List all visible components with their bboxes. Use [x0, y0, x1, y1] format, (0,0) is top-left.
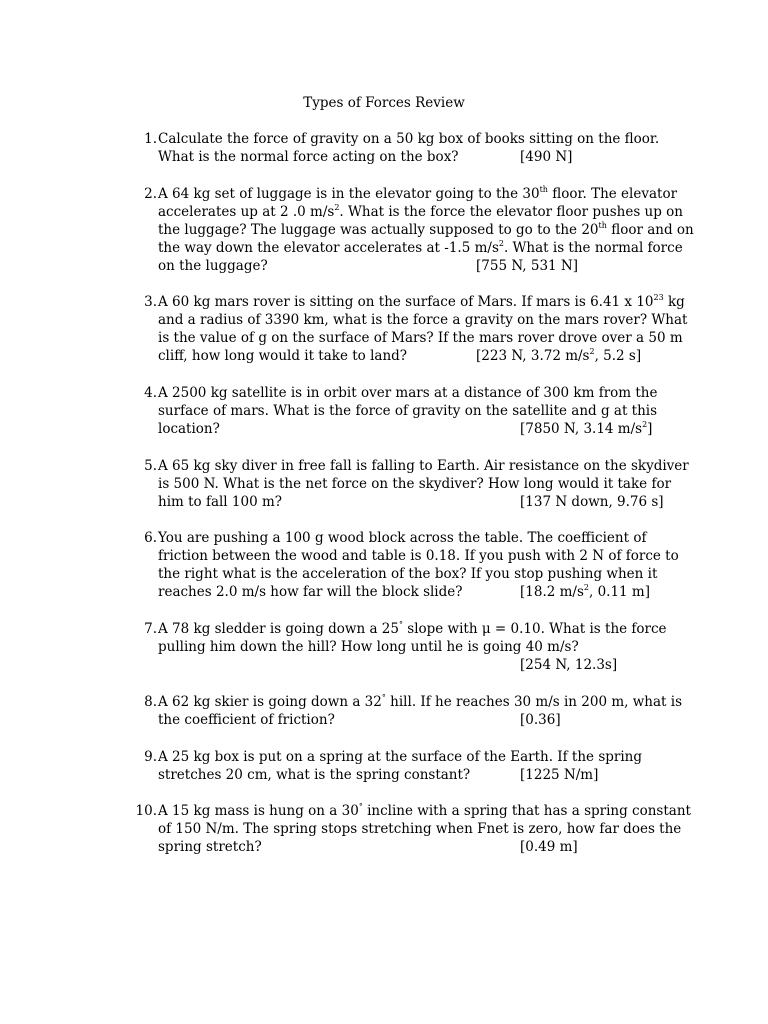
superscript: 23 [653, 293, 664, 302]
problem-line: surface of mars. What is the force of gravity on the satellite and g at this [158, 403, 658, 419]
problem-line [158, 802, 691, 820]
problem-line [158, 203, 683, 221]
problem-line [158, 257, 658, 275]
problem-number: 3. [144, 294, 157, 310]
problem-text [158, 457, 689, 511]
superscript: th [598, 221, 607, 230]
problem-line-text: A 15 kg mass is hung on a 30 [158, 803, 359, 819]
problem-text [158, 130, 658, 166]
answer-key [520, 583, 650, 601]
problem-line [158, 493, 664, 511]
problem-line-text: accelerates up at 2 .0 m/s [158, 204, 335, 220]
problem-text [158, 293, 688, 365]
problem-number: 8. [144, 694, 157, 710]
problem-line [158, 766, 658, 784]
problem-line-text: cliff, how long would it take to land? [158, 348, 408, 364]
document-title [0, 94, 768, 112]
problem-number: 6. [144, 530, 157, 546]
problem-number: 5. [144, 458, 157, 474]
problem-text [158, 384, 658, 438]
problem-line [158, 221, 694, 239]
problem-line: is the value of g on the surface of Mars? If the mars rover drove over a 50 m [158, 330, 683, 346]
superscript: ° [381, 693, 386, 702]
problem-line-text: hill. If he reaches 30 m/s in 200 m, what is [385, 694, 682, 710]
problem-line-text: spring stretch? [158, 839, 262, 855]
problem-line-text: reaches 2.0 m/s how far will the block slide? [158, 584, 463, 600]
answer-text: [7850 N, 3.14 m/s [520, 421, 643, 437]
answer-key [520, 420, 652, 438]
problem-line-text: floor and on [606, 222, 694, 238]
answer-key [476, 347, 641, 365]
problem-text [158, 529, 679, 601]
problem-line [158, 620, 667, 638]
answer-key: [1225 N/m] [520, 767, 599, 783]
superscript: th [539, 185, 548, 194]
superscript: 2 [583, 583, 589, 592]
problem-line-text: A 64 kg set of luggage is in the elevator going to the 30 [158, 186, 540, 202]
answer-key: [490 N] [520, 149, 573, 165]
problem-line: and a radius of 3390 km, what is the force a gravity on the mars rover? What [158, 312, 688, 328]
problem-line [158, 347, 658, 365]
problem-line-text: location? [158, 421, 220, 437]
problem-text [158, 748, 658, 784]
problem-text [158, 620, 667, 674]
problem-number: 4. [144, 385, 157, 401]
problem-line [158, 420, 658, 438]
answer-text: , 0.11 m] [589, 584, 651, 600]
title-text: Types of Forces Review [303, 95, 465, 111]
problem-text [158, 802, 691, 856]
problem-line: is 500 N. What is the net force on the skydiver? How long would it take for [158, 476, 672, 492]
answer-key: [0.36] [520, 712, 561, 728]
problem-number: 10. [135, 803, 157, 819]
problem-line-text: incline with a spring that has a spring constant [362, 803, 691, 819]
answer-text: ] [647, 421, 653, 437]
problem-line [158, 148, 658, 166]
answer-text: , 5.2 s] [594, 348, 642, 364]
superscript: 2 [498, 239, 504, 248]
problem-line: A 65 kg sky diver in free fall is falling to Earth. Air resistance on the skydiver [158, 458, 689, 474]
problem-line-text: stretches 20 cm, what is the spring constant? [158, 767, 471, 783]
problem-line [158, 656, 658, 674]
problem-line: Calculate the force of gravity on a 50 kg box of books sitting on the floor. [158, 131, 660, 147]
problem-line-text: floor. The elevator [547, 186, 678, 202]
problem-line: pulling him down the hill? How long until he is going 40 m/s? [158, 639, 579, 655]
problem-text [158, 185, 694, 275]
answer-key: [254 N, 12.3s] [520, 657, 618, 673]
problem-line: A 25 kg box is put on a spring at the surface of the Earth. If the spring [158, 749, 643, 765]
problem-line-text: kg [663, 294, 685, 310]
problem-number: 2. [144, 186, 157, 202]
problem-line-text: the luggage? The luggage was actually supposed to go to the 20 [158, 222, 599, 238]
problem-line [158, 711, 658, 729]
problem-line [158, 293, 685, 311]
problem-line-text: A 62 kg skier is going down a 32 [158, 694, 382, 710]
problem-line-text: A 78 kg sledder is going down a 25 [158, 621, 399, 637]
answer-key: [755 N, 531 N] [476, 258, 578, 274]
problem-line-text: him to fall 100 m? [158, 494, 283, 510]
problem-line: of 150 N/m. The spring stops stretching when Fnet is zero, how far does the [158, 821, 682, 837]
problem-number: 7. [144, 621, 157, 637]
problem-line [158, 693, 682, 711]
problem-line-text: slope with μ = 0.10. What is the force [402, 621, 667, 637]
problem-line: A 2500 kg satellite is in orbit over mars at a distance of 300 km from the [158, 385, 658, 401]
problem-text [158, 693, 682, 729]
problem-line [158, 583, 658, 601]
problem-line-text: . What is the normal force [503, 240, 683, 256]
answer-text: [18.2 m/s [520, 584, 584, 600]
problem-line: the right what is the acceleration of the box? If you stop pushing when it [158, 566, 658, 582]
problem-line-text: A 60 kg mars rover is sitting on the surface of Mars. If mars is 6.41 x 10 [158, 294, 654, 310]
answer-key: [137 N down, 9.76 s] [520, 494, 664, 510]
superscript: ° [398, 620, 403, 629]
problem-line: You are pushing a 100 g wood block across the table. The coefficient of [158, 530, 647, 546]
problem-line-text: the coefficient of friction? [158, 712, 335, 728]
superscript: 2 [589, 347, 595, 356]
answer-text: [223 N, 3.72 m/s [476, 348, 590, 364]
superscript: ° [358, 802, 363, 811]
answer-key: [0.49 m] [520, 839, 578, 855]
superscript: 2 [334, 203, 340, 212]
problem-line: friction between the wood and table is 0.18. If you push with 2 N of force to [158, 548, 679, 564]
problem-line-text: . What is the force the elevator floor pushes up on [339, 204, 683, 220]
problem-line [158, 239, 683, 257]
problem-line-text: on the luggage? [158, 258, 268, 274]
problem-number: 1. [144, 131, 157, 147]
problem-line [158, 838, 658, 856]
problem-line-text: What is the normal force acting on the box? [158, 149, 459, 165]
problem-line-text: the way down the elevator accelerates at -1.5 m/s [158, 240, 499, 256]
problem-line [158, 185, 678, 203]
superscript: 2 [642, 420, 648, 429]
problem-number: 9. [144, 749, 157, 765]
